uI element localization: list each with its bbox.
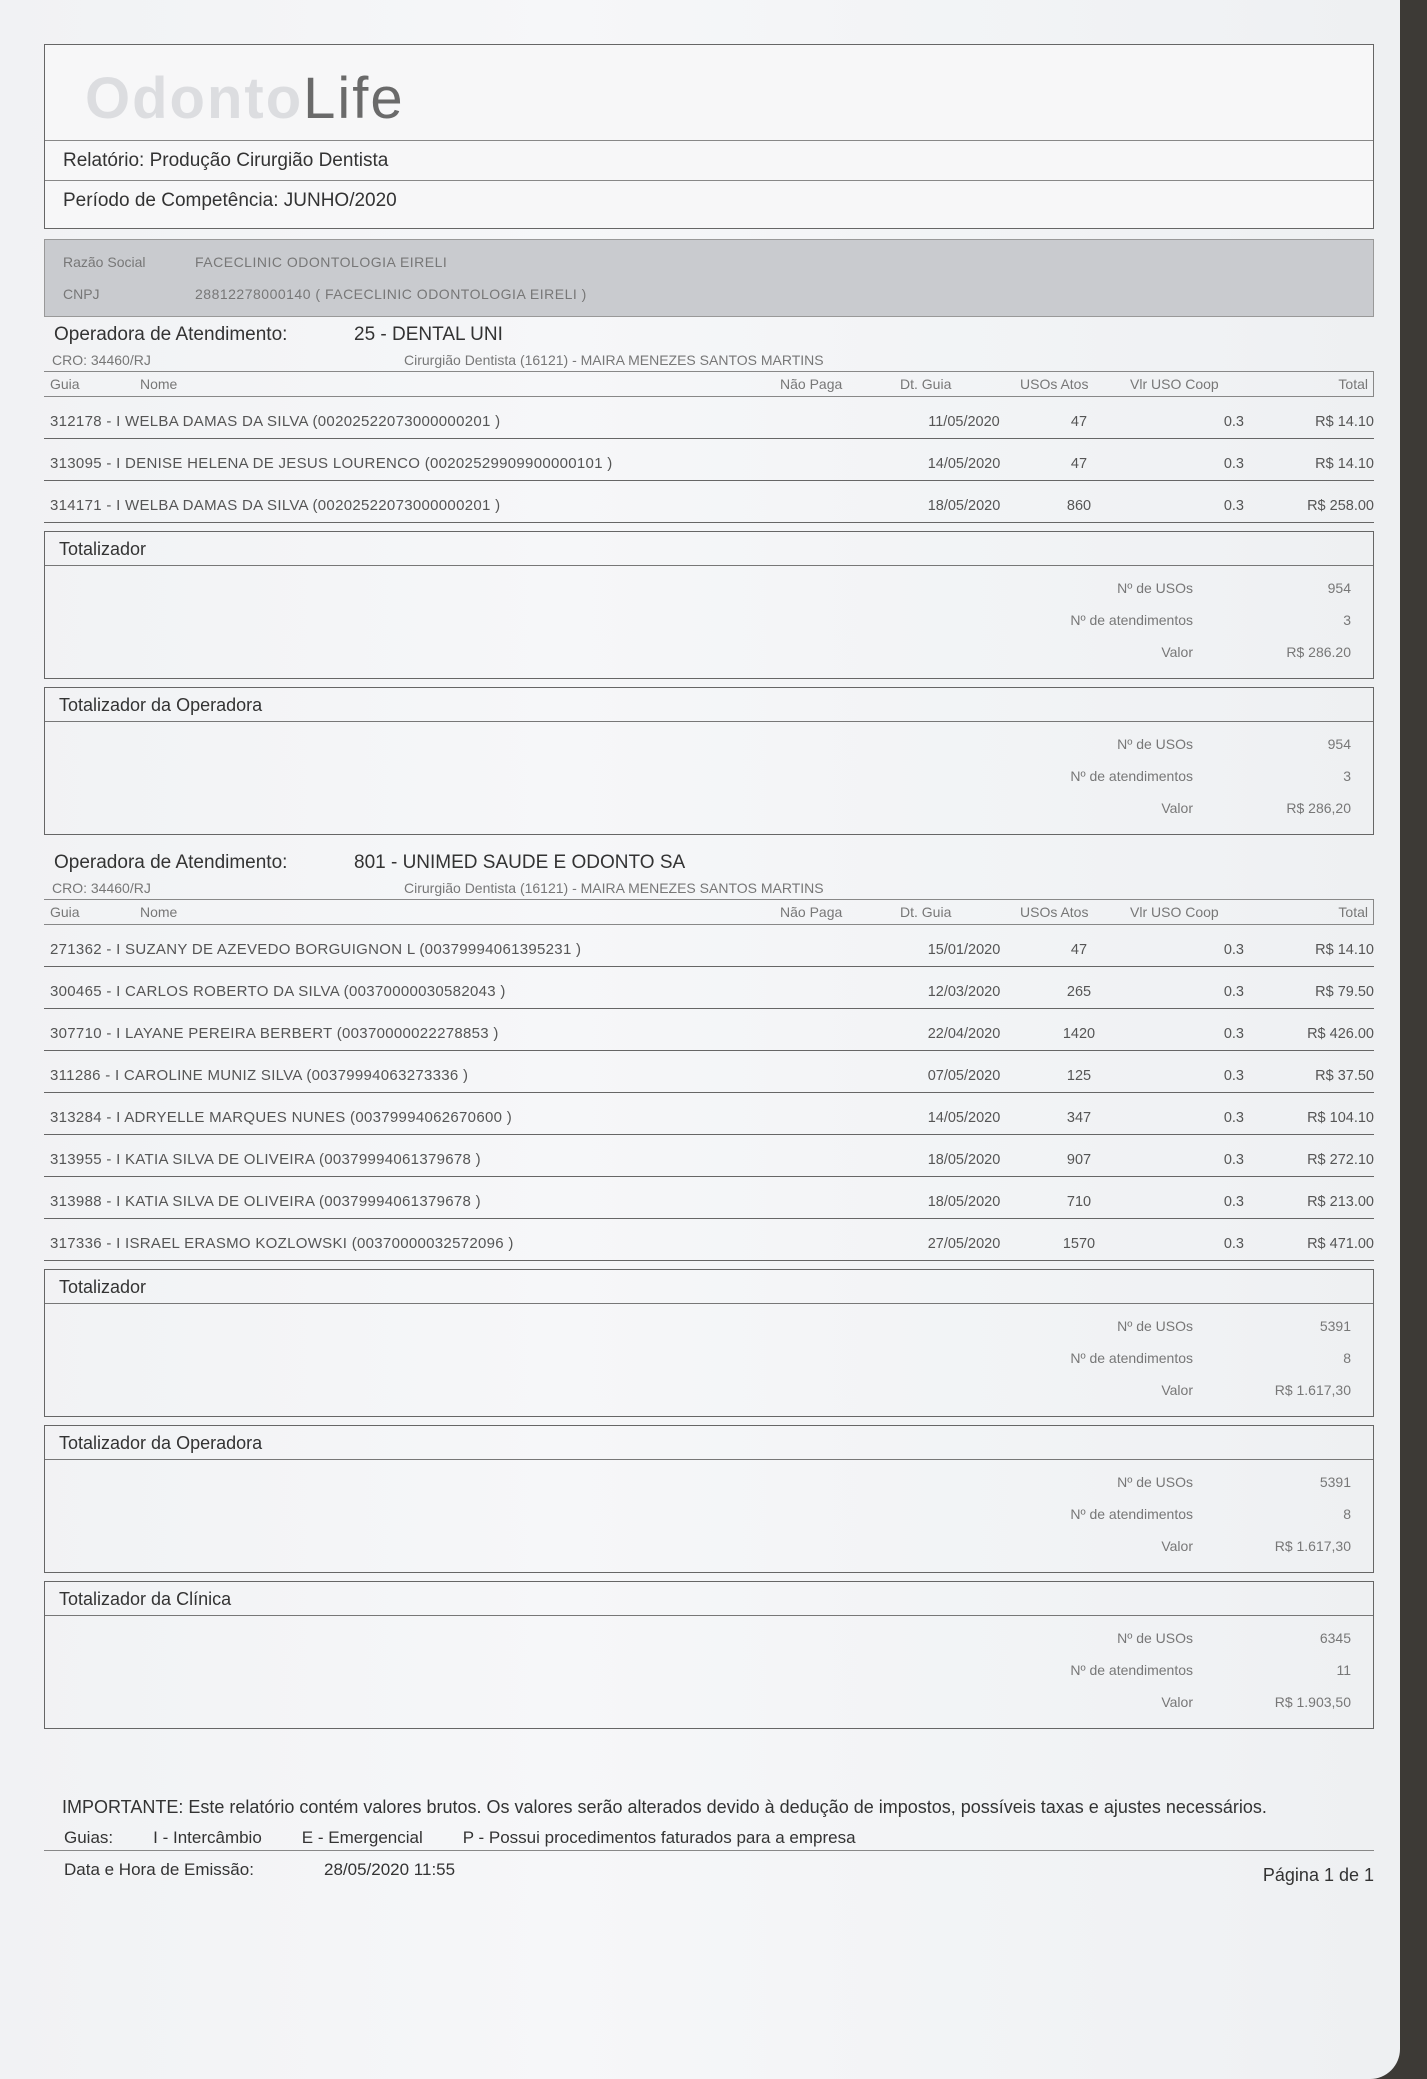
important-notice: IMPORTANTE: Este relatório contém valores brutos. Os valores serão alterados devido à dedução de impostos, possíveis taxas e ajustes necessários. <box>62 1797 1267 1817</box>
period-row <box>45 180 1373 220</box>
col-guia: Guia <box>50 904 80 920</box>
usos-cell: 1570 <box>1062 1236 1096 1252</box>
usos-cell: 860 <box>1066 498 1092 514</box>
usos-cell: 710 <box>1066 1194 1092 1210</box>
atend-label: Nº de atendimentos <box>1070 768 1193 784</box>
table-row <box>44 439 1374 481</box>
patient-cell: 317336 - I ISRAEL ERASMO KOZLOWSKI (00370000032572096 ) <box>50 1235 514 1252</box>
patient-cell: 313988 - I KATIA SILVA DE OLIVEIRA (00379994061379678 ) <box>50 1193 481 1210</box>
emission-label: Data e Hora de Emissão: <box>64 1860 254 1879</box>
report-type-row <box>45 140 1373 180</box>
valor-label: Valor <box>1161 1382 1193 1398</box>
total-cell: R$ 79.50 <box>1315 984 1374 1000</box>
total-cell: R$ 104.10 <box>1307 1110 1374 1126</box>
operator-heading <box>44 849 1374 877</box>
usos-label: Nº de USOs <box>1117 1474 1193 1490</box>
valor-label: Valor <box>1161 800 1193 816</box>
col-nao-paga: Não Paga <box>780 376 843 392</box>
patient-cell: 311286 - I CAROLINE MUNIZ SILVA (00379994063273336 ) <box>50 1067 469 1084</box>
total-cell: R$ 37.50 <box>1315 1068 1374 1084</box>
totalizer-body <box>45 1460 1373 1572</box>
vlr-cell: 0.3 <box>1223 942 1244 958</box>
period-value: JUNHO/2020 <box>283 190 397 211</box>
dentist-name: Cirurgião Dentista (16121) - MAIRA MENEZES SANTOS MARTINS <box>404 880 824 896</box>
valor-value: R$ 1.617,30 <box>1274 1382 1351 1398</box>
vlr-cell: 0.3 <box>1223 1110 1244 1126</box>
table-row <box>44 1051 1374 1093</box>
total-cell: R$ 426.00 <box>1307 1026 1374 1042</box>
totalizer-body <box>45 1616 1373 1728</box>
usos-cell: 347 <box>1066 1110 1092 1126</box>
col-usos: USOs Atos <box>1020 376 1089 392</box>
legend-intercambio: I - Intercâmbio <box>153 1827 262 1847</box>
cnpj-row <box>55 278 1363 310</box>
atend-label: Nº de atendimentos <box>1070 1506 1193 1522</box>
totalizer-body <box>45 722 1373 834</box>
totalizer-title: Totalizador <box>45 1270 1373 1304</box>
totalizer-usos <box>933 1630 1373 1646</box>
col-nao-paga: Não Paga <box>780 904 843 920</box>
total-cell: R$ 14.10 <box>1315 414 1374 430</box>
patient-cell: 313955 - I KATIA SILVA DE OLIVEIRA (00379994061379678 ) <box>50 1151 481 1168</box>
operator-name: 801 - UNIMED SAUDE E ODONTO SA <box>354 852 686 873</box>
date-cell: 18/05/2020 <box>927 498 1001 514</box>
table-row <box>44 397 1374 439</box>
atend-label: Nº de atendimentos <box>1070 612 1193 628</box>
report-label: Relatório: <box>63 150 145 171</box>
usos-value: 6345 <box>1319 1630 1351 1646</box>
date-cell: 12/03/2020 <box>927 984 1001 1000</box>
atend-value: 8 <box>1343 1506 1351 1522</box>
col-total: Total <box>1338 376 1368 392</box>
operator-totalizer-box <box>44 687 1374 835</box>
usos-cell: 1420 <box>1062 1026 1096 1042</box>
totalizer-body <box>45 1304 1373 1416</box>
table-row <box>44 481 1374 523</box>
valor-label: Valor <box>1161 1694 1193 1710</box>
totalizer-valor <box>933 800 1373 816</box>
period-label: Período de Competência: <box>63 190 279 211</box>
totalizer-usos <box>933 1474 1373 1490</box>
usos-value: 954 <box>1327 580 1351 596</box>
atend-label: Nº de atendimentos <box>1070 1350 1193 1366</box>
cro-row <box>44 349 1374 371</box>
cnpj-label: CNPJ <box>63 286 100 302</box>
usos-label: Nº de USOs <box>1117 1318 1193 1334</box>
vlr-cell: 0.3 <box>1223 456 1244 472</box>
cro-row <box>44 877 1374 899</box>
totalizer-box <box>44 531 1374 679</box>
table-row <box>44 1219 1374 1261</box>
atend-value: 3 <box>1343 768 1351 784</box>
totalizer-atend <box>933 1506 1373 1522</box>
usos-label: Nº de USOs <box>1117 1630 1193 1646</box>
operator-section <box>44 321 1374 835</box>
col-dt-guia: Dt. Guia <box>900 376 952 392</box>
logo-main-text: Life <box>303 66 405 131</box>
legend-emergencial: E - Emergencial <box>301 1827 423 1847</box>
vlr-cell: 0.3 <box>1223 1236 1244 1252</box>
totalizer-valor <box>933 1694 1373 1710</box>
patient-cell: 300465 - I CARLOS ROBERTO DA SILVA (00370000030582043 ) <box>50 983 506 1000</box>
vlr-cell: 0.3 <box>1223 984 1244 1000</box>
totalizer-valor <box>933 1382 1373 1398</box>
clinic-totalizer-title: Totalizador da Clínica <box>45 1582 1373 1616</box>
table-row <box>44 1009 1374 1051</box>
patient-cell: 314171 - I WELBA DAMAS DA SILVA (00202522073000000201 ) <box>50 497 501 514</box>
cro-value: CRO: 34460/RJ <box>52 352 151 368</box>
vlr-cell: 0.3 <box>1223 1194 1244 1210</box>
operator-label: Operadora de Atendimento: <box>54 324 288 345</box>
col-usos: USOs Atos <box>1020 904 1089 920</box>
company-logo <box>85 65 405 132</box>
dentist-name: Cirurgião Dentista (16121) - MAIRA MENEZES SANTOS MARTINS <box>404 352 824 368</box>
legend-procedimentos: P - Possui procedimentos faturados para a empresa <box>462 1827 856 1847</box>
operator-totalizer-title: Totalizador da Operadora <box>45 688 1373 722</box>
valor-value: R$ 286.20 <box>1286 644 1351 660</box>
totalizer-body <box>45 566 1373 678</box>
totalizer-atend <box>933 612 1373 628</box>
patient-cell: 307710 - I LAYANE PEREIRA BERBERT (00370000022278853 ) <box>50 1025 499 1042</box>
emission-row <box>44 1855 1374 1885</box>
guias-label: Guias: <box>64 1827 114 1847</box>
operator-totalizer-box <box>44 1425 1374 1573</box>
date-cell: 27/05/2020 <box>927 1236 1001 1252</box>
vlr-cell: 0.3 <box>1223 1026 1244 1042</box>
date-cell: 22/04/2020 <box>927 1026 1001 1042</box>
total-cell: R$ 14.10 <box>1315 942 1374 958</box>
patient-cell: 271362 - I SUZANY DE AZEVEDO BORGUIGNON L (00379994061395231 ) <box>50 941 582 958</box>
total-cell: R$ 213.00 <box>1307 1194 1374 1210</box>
col-nome: Nome <box>140 376 178 392</box>
valor-value: R$ 1.903,50 <box>1274 1694 1351 1710</box>
usos-value: 954 <box>1327 736 1351 752</box>
usos-cell: 47 <box>1070 456 1088 472</box>
totalizer-title: Totalizador <box>45 532 1373 566</box>
operator-label: Operadora de Atendimento: <box>54 852 288 873</box>
date-cell: 18/05/2020 <box>927 1194 1001 1210</box>
col-total: Total <box>1338 904 1368 920</box>
usos-cell: 47 <box>1070 414 1088 430</box>
table-row <box>44 1135 1374 1177</box>
usos-value: 5391 <box>1319 1318 1351 1334</box>
usos-cell: 907 <box>1066 1152 1092 1168</box>
totalizer-usos <box>933 736 1373 752</box>
table-row <box>44 925 1374 967</box>
vlr-cell: 0.3 <box>1223 498 1244 514</box>
col-dt-guia: Dt. Guia <box>900 904 952 920</box>
total-cell: R$ 258.00 <box>1307 498 1374 514</box>
col-vlr-uso: Vlr USO Coop <box>1130 376 1219 392</box>
atend-value: 3 <box>1343 612 1351 628</box>
report-value: Produção Cirurgião Dentista <box>149 150 389 171</box>
date-cell: 11/05/2020 <box>928 414 1000 430</box>
table-header <box>44 899 1374 925</box>
totalizer-atend <box>933 768 1373 784</box>
table-row <box>44 967 1374 1009</box>
valor-label: Valor <box>1161 644 1193 660</box>
totalizer-usos <box>933 1318 1373 1334</box>
valor-value: R$ 1.617,30 <box>1274 1538 1351 1554</box>
razao-label: Razão Social <box>63 254 146 270</box>
cro-value: CRO: 34460/RJ <box>52 880 151 896</box>
company-info <box>44 239 1374 317</box>
vlr-cell: 0.3 <box>1223 1152 1244 1168</box>
operator-totalizer-title: Totalizador da Operadora <box>45 1426 1373 1460</box>
table-row <box>44 1093 1374 1135</box>
atend-label: Nº de atendimentos <box>1070 1662 1193 1678</box>
usos-label: Nº de USOs <box>1117 580 1193 596</box>
col-guia: Guia <box>50 376 80 392</box>
usos-cell: 47 <box>1070 942 1088 958</box>
col-nome: Nome <box>140 904 178 920</box>
operator-name: 25 - DENTAL UNI <box>354 324 503 345</box>
totalizer-box <box>44 1269 1374 1417</box>
valor-value: R$ 286,20 <box>1286 800 1351 816</box>
date-cell: 15/01/2020 <box>927 942 1001 958</box>
total-cell: R$ 272.10 <box>1307 1152 1374 1168</box>
vlr-cell: 0.3 <box>1223 414 1244 430</box>
operator-heading <box>44 321 1374 349</box>
guias-legend <box>44 1825 1374 1851</box>
date-cell: 18/05/2020 <box>927 1152 1001 1168</box>
clinic-totalizer-box <box>44 1581 1374 1729</box>
patient-cell: 313284 - I ADRYELLE MARQUES NUNES (00379994062670600 ) <box>50 1109 513 1126</box>
totalizer-atend <box>933 1662 1373 1678</box>
table-row <box>44 1177 1374 1219</box>
usos-value: 5391 <box>1319 1474 1351 1490</box>
totalizer-atend <box>933 1350 1373 1366</box>
page-number: Página 1 de 1 <box>1262 1865 1374 1885</box>
emission-value: 28/05/2020 11:55 <box>324 1860 456 1879</box>
date-cell: 14/05/2020 <box>927 1110 1001 1126</box>
patient-cell: 313095 - I DENISE HELENA DE JESUS LOURENCO (00202529909900000101 ) <box>50 455 613 472</box>
vlr-cell: 0.3 <box>1223 1068 1244 1084</box>
razao-social-row <box>55 246 1363 278</box>
cnpj-value: 28812278000140 ( FACECLINIC ODONTOLOGIA EIRELI ) <box>195 286 587 302</box>
date-cell: 07/05/2020 <box>927 1068 1001 1084</box>
usos-label: Nº de USOs <box>1117 736 1193 752</box>
valor-label: Valor <box>1161 1538 1193 1554</box>
totalizer-usos <box>933 580 1373 596</box>
operator-section <box>44 849 1374 1573</box>
report-content <box>44 44 1374 1885</box>
patient-cell: 312178 - I WELBA DAMAS DA SILVA (00202522073000000201 ) <box>50 413 501 430</box>
usos-cell: 125 <box>1066 1068 1092 1084</box>
atend-value: 8 <box>1343 1350 1351 1366</box>
col-vlr-uso: Vlr USO Coop <box>1130 904 1219 920</box>
totalizer-valor <box>933 1538 1373 1554</box>
totalizer-valor <box>933 644 1373 660</box>
total-cell: R$ 471.00 <box>1307 1236 1374 1252</box>
atend-value: 11 <box>1336 1662 1351 1678</box>
total-cell: R$ 14.10 <box>1315 456 1374 472</box>
table-header <box>44 371 1374 397</box>
logo-faint-text: Odonto <box>85 66 304 131</box>
report-header <box>44 44 1374 229</box>
date-cell: 14/05/2020 <box>927 456 1001 472</box>
usos-cell: 265 <box>1066 984 1092 1000</box>
razao-value: FACECLINIC ODONTOLOGIA EIRELI <box>195 254 448 270</box>
